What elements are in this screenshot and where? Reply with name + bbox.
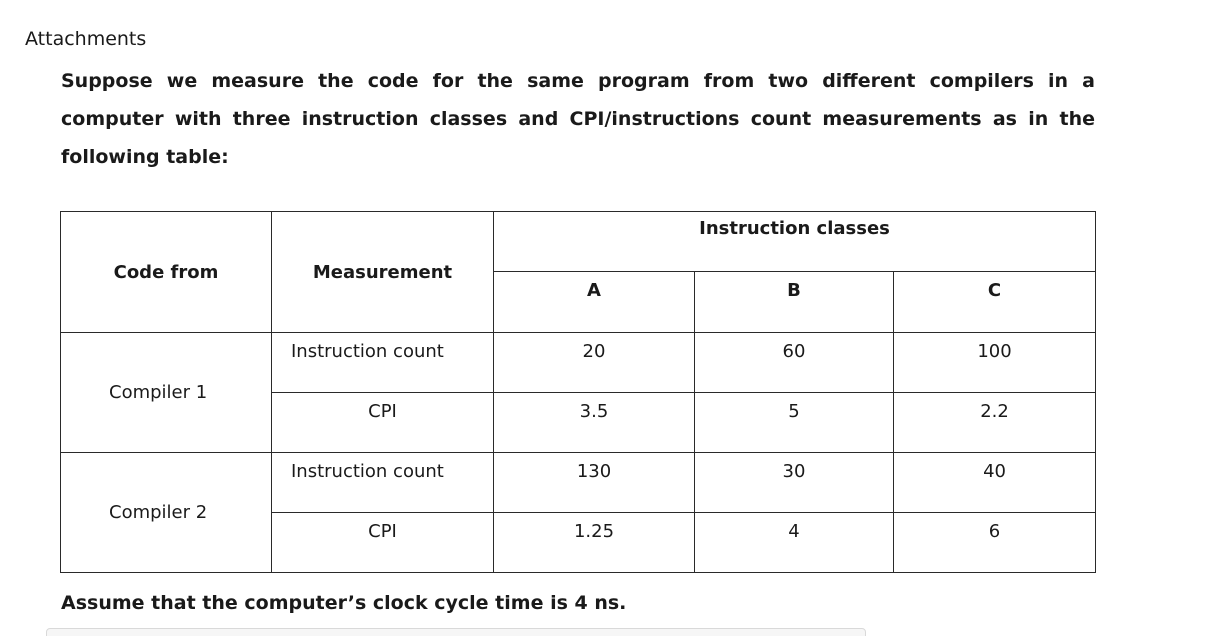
header-class-c: C (894, 272, 1096, 333)
measurement-label: Instruction count (272, 453, 494, 513)
answer-input-box[interactable] (46, 628, 866, 636)
assumption-text: Assume that the computer’s clock cycle time is 4 ns. (61, 592, 627, 614)
measurement-label: CPI (272, 393, 494, 453)
compiler-2-label: Compiler 2 (61, 453, 272, 573)
value-cell: 3.5 (494, 393, 695, 453)
header-code-from: Code from (61, 212, 272, 333)
value-cell: 100 (894, 333, 1096, 393)
measurement-table (60, 211, 1096, 573)
value-cell: 1.25 (494, 513, 695, 573)
value-cell: 60 (695, 333, 894, 393)
value-cell: 20 (494, 333, 695, 393)
value-cell: 4 (695, 513, 894, 573)
value-cell: 40 (894, 453, 1096, 513)
compiler-1-label: Compiler 1 (61, 333, 272, 453)
question-text: Suppose we measure the code for the same program from two different compilers in a computer with three instruction classes and CPI/instructions count measurements as in the following table: (61, 70, 1095, 168)
table-row (61, 453, 1096, 513)
value-cell: 2.2 (894, 393, 1096, 453)
value-cell: 5 (695, 393, 894, 453)
measurement-label: Instruction count (272, 333, 494, 393)
header-class-a: A (494, 272, 695, 333)
value-cell: 30 (695, 453, 894, 513)
attachments-heading: Attachments (25, 28, 147, 50)
header-measurement: Measurement (272, 212, 494, 333)
header-class-b: B (695, 272, 894, 333)
table-row (61, 333, 1096, 393)
measurement-label: CPI (272, 513, 494, 573)
value-cell: 6 (894, 513, 1096, 573)
value-cell: 130 (494, 453, 695, 513)
header-instruction-classes: Instruction classes (494, 212, 1096, 272)
